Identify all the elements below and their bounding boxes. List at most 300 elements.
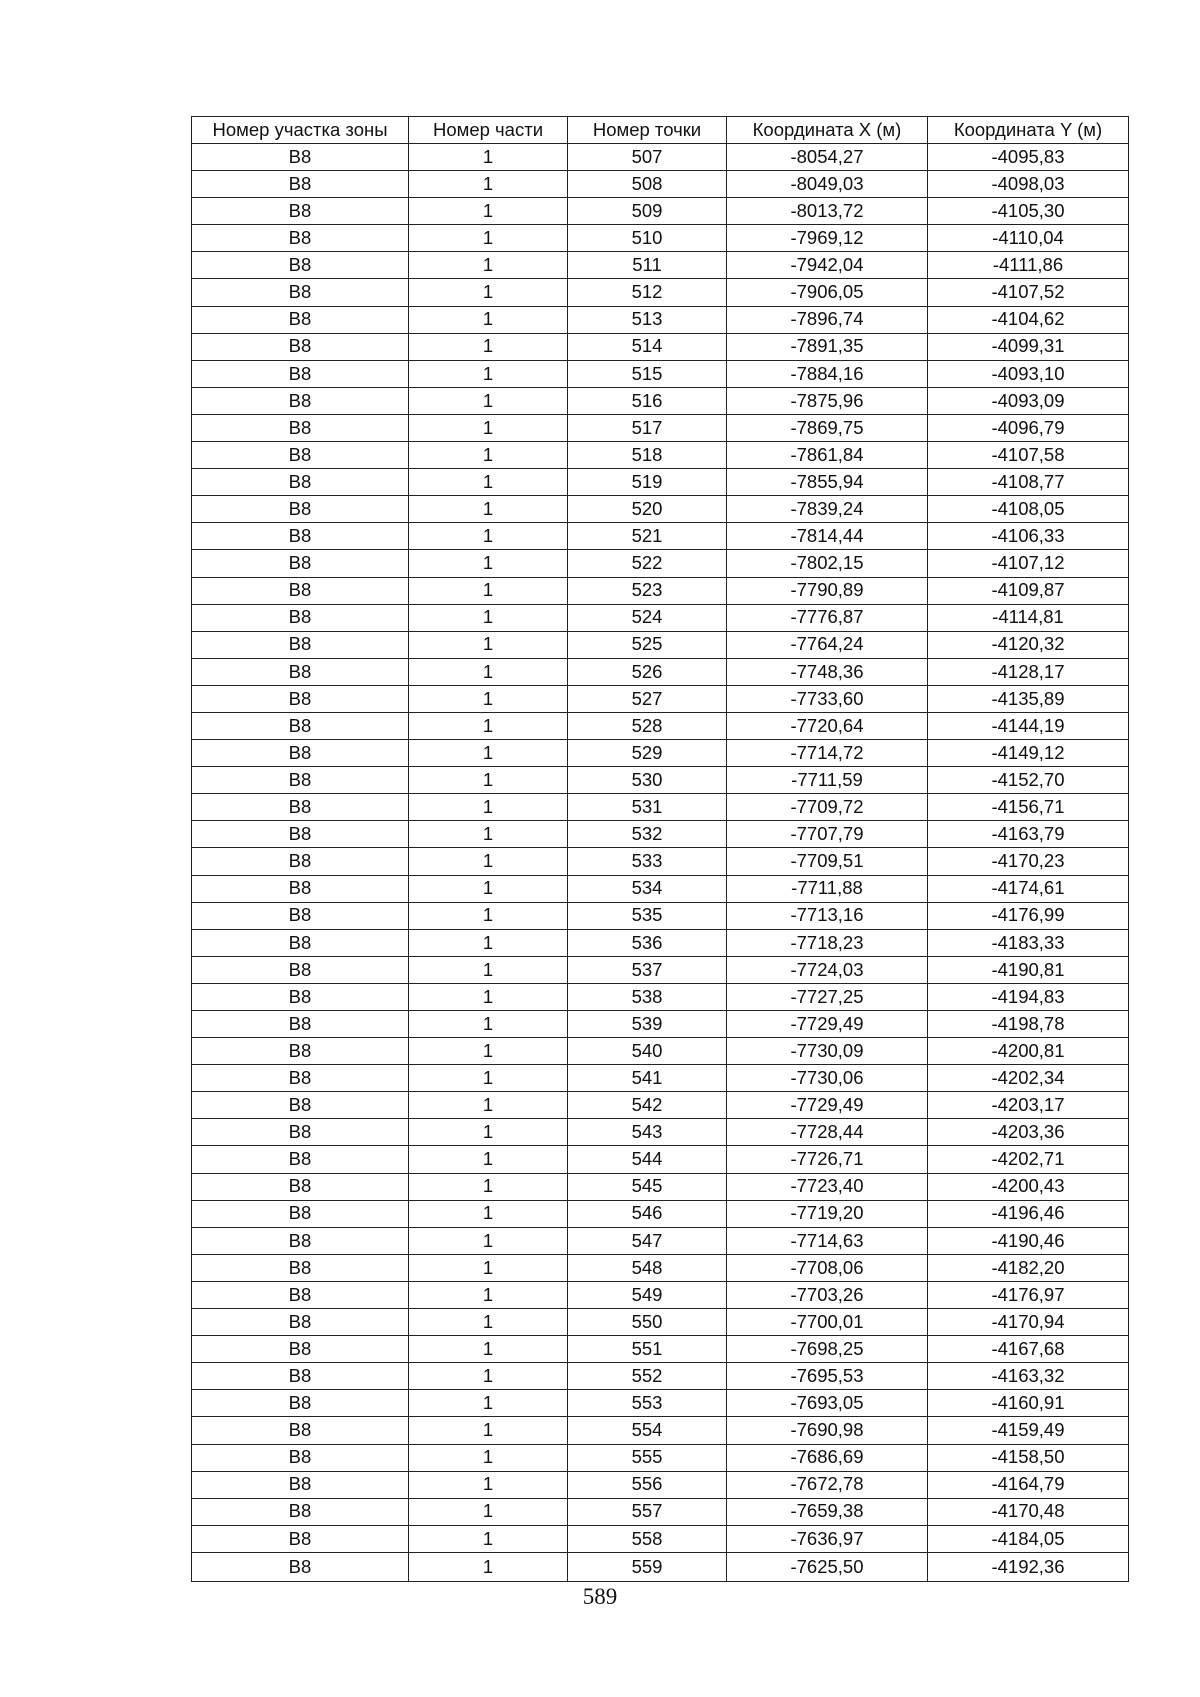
cell-coordinate-y: -4167,68	[928, 1336, 1129, 1363]
cell-part-number: 1	[409, 631, 568, 658]
cell-coordinate-y: -4163,79	[928, 821, 1129, 848]
table-row	[192, 848, 1129, 875]
table-row	[192, 523, 1129, 550]
cell-zone-section: В8	[192, 144, 409, 171]
cell-point-number: 525	[568, 631, 727, 658]
cell-coordinate-x: -7714,72	[727, 740, 928, 767]
cell-coordinate-x: -7729,49	[727, 1092, 928, 1119]
table-row	[192, 387, 1129, 414]
cell-part-number: 1	[409, 1309, 568, 1336]
cell-part-number: 1	[409, 1471, 568, 1498]
cell-coordinate-x: -7659,38	[727, 1498, 928, 1525]
cell-coordinate-y: -4128,17	[928, 658, 1129, 685]
cell-point-number: 553	[568, 1390, 727, 1417]
cell-part-number: 1	[409, 929, 568, 956]
table-header	[192, 117, 1129, 144]
table-row	[192, 1146, 1129, 1173]
cell-coordinate-x: -7636,97	[727, 1525, 928, 1552]
cell-point-number: 549	[568, 1281, 727, 1308]
cell-part-number: 1	[409, 414, 568, 441]
cell-point-number: 555	[568, 1444, 727, 1471]
cell-part-number: 1	[409, 360, 568, 387]
cell-zone-section: В8	[192, 1525, 409, 1552]
cell-point-number: 558	[568, 1525, 727, 1552]
table-row	[192, 171, 1129, 198]
cell-zone-section: В8	[192, 1038, 409, 1065]
cell-point-number: 551	[568, 1336, 727, 1363]
cell-part-number: 1	[409, 550, 568, 577]
header-point-number: Номер точки	[568, 117, 727, 144]
cell-coordinate-x: -7703,26	[727, 1281, 928, 1308]
cell-coordinate-y: -4182,20	[928, 1254, 1129, 1281]
table-row	[192, 1038, 1129, 1065]
table-row	[192, 875, 1129, 902]
cell-coordinate-y: -4144,19	[928, 712, 1129, 739]
cell-zone-section: В8	[192, 1254, 409, 1281]
cell-point-number: 531	[568, 794, 727, 821]
cell-coordinate-y: -4184,05	[928, 1525, 1129, 1552]
table-row	[192, 442, 1129, 469]
cell-part-number: 1	[409, 1038, 568, 1065]
cell-coordinate-x: -7814,44	[727, 523, 928, 550]
cell-point-number: 543	[568, 1119, 727, 1146]
table-row	[192, 929, 1129, 956]
cell-zone-section: В8	[192, 523, 409, 550]
table-body	[192, 144, 1129, 1582]
cell-coordinate-x: -7718,23	[727, 929, 928, 956]
cell-zone-section: В8	[192, 902, 409, 929]
cell-coordinate-x: -7748,36	[727, 658, 928, 685]
cell-part-number: 1	[409, 144, 568, 171]
cell-coordinate-x: -7709,51	[727, 848, 928, 875]
cell-zone-section: В8	[192, 550, 409, 577]
cell-coordinate-y: -4170,48	[928, 1498, 1129, 1525]
cell-coordinate-x: -7672,78	[727, 1471, 928, 1498]
cell-coordinate-x: -7625,50	[727, 1552, 928, 1581]
cell-coordinate-x: -7730,09	[727, 1038, 928, 1065]
cell-part-number: 1	[409, 956, 568, 983]
cell-zone-section: В8	[192, 469, 409, 496]
cell-zone-section: В8	[192, 577, 409, 604]
cell-coordinate-y: -4202,34	[928, 1065, 1129, 1092]
table-row	[192, 631, 1129, 658]
cell-coordinate-y: -4096,79	[928, 414, 1129, 441]
table-row	[192, 821, 1129, 848]
table-row	[192, 1525, 1129, 1552]
cell-coordinate-y: -4194,83	[928, 983, 1129, 1010]
cell-zone-section: В8	[192, 1065, 409, 1092]
cell-coordinate-x: -7707,79	[727, 821, 928, 848]
table-row	[192, 712, 1129, 739]
cell-part-number: 1	[409, 875, 568, 902]
cell-zone-section: В8	[192, 387, 409, 414]
cell-coordinate-y: -4156,71	[928, 794, 1129, 821]
cell-coordinate-y: -4107,58	[928, 442, 1129, 469]
table-row	[192, 1200, 1129, 1227]
cell-point-number: 527	[568, 685, 727, 712]
cell-coordinate-y: -4109,87	[928, 577, 1129, 604]
cell-point-number: 546	[568, 1200, 727, 1227]
cell-coordinate-y: -4200,43	[928, 1173, 1129, 1200]
cell-part-number: 1	[409, 1119, 568, 1146]
cell-point-number: 518	[568, 442, 727, 469]
cell-coordinate-x: -7700,01	[727, 1309, 928, 1336]
table-row	[192, 144, 1129, 171]
table-row	[192, 360, 1129, 387]
cell-zone-section: В8	[192, 604, 409, 631]
table-row	[192, 198, 1129, 225]
cell-zone-section: В8	[192, 171, 409, 198]
cell-point-number: 508	[568, 171, 727, 198]
cell-point-number: 536	[568, 929, 727, 956]
cell-point-number: 526	[568, 658, 727, 685]
cell-zone-section: В8	[192, 414, 409, 441]
cell-part-number: 1	[409, 1417, 568, 1444]
cell-part-number: 1	[409, 1173, 568, 1200]
cell-coordinate-x: -8013,72	[727, 198, 928, 225]
cell-point-number: 540	[568, 1038, 727, 1065]
cell-coordinate-y: -4198,78	[928, 1011, 1129, 1038]
cell-coordinate-y: -4098,03	[928, 171, 1129, 198]
cell-coordinate-x: -7861,84	[727, 442, 928, 469]
cell-part-number: 1	[409, 794, 568, 821]
cell-coordinate-y: -4099,31	[928, 333, 1129, 360]
cell-zone-section: В8	[192, 496, 409, 523]
cell-zone-section: В8	[192, 875, 409, 902]
cell-point-number: 554	[568, 1417, 727, 1444]
cell-zone-section: В8	[192, 1444, 409, 1471]
cell-coordinate-x: -7729,49	[727, 1011, 928, 1038]
cell-coordinate-x: -7726,71	[727, 1146, 928, 1173]
cell-coordinate-y: -4108,05	[928, 496, 1129, 523]
cell-point-number: 539	[568, 1011, 727, 1038]
cell-part-number: 1	[409, 1092, 568, 1119]
cell-zone-section: В8	[192, 740, 409, 767]
cell-coordinate-x: -7713,16	[727, 902, 928, 929]
cell-coordinate-y: -4149,12	[928, 740, 1129, 767]
cell-coordinate-x: -7727,25	[727, 983, 928, 1010]
cell-zone-section: В8	[192, 225, 409, 252]
cell-coordinate-y: -4202,71	[928, 1146, 1129, 1173]
cell-coordinate-y: -4183,33	[928, 929, 1129, 956]
cell-point-number: 535	[568, 902, 727, 929]
cell-zone-section: В8	[192, 1390, 409, 1417]
cell-coordinate-x: -7896,74	[727, 306, 928, 333]
cell-coordinate-x: -7790,89	[727, 577, 928, 604]
cell-coordinate-y: -4093,10	[928, 360, 1129, 387]
cell-part-number: 1	[409, 902, 568, 929]
cell-part-number: 1	[409, 523, 568, 550]
cell-zone-section: В8	[192, 1281, 409, 1308]
cell-part-number: 1	[409, 712, 568, 739]
table-row	[192, 794, 1129, 821]
cell-part-number: 1	[409, 1336, 568, 1363]
cell-coordinate-x: -7708,06	[727, 1254, 928, 1281]
cell-zone-section: В8	[192, 1363, 409, 1390]
cell-coordinate-y: -4111,86	[928, 252, 1129, 279]
cell-zone-section: В8	[192, 279, 409, 306]
table-row	[192, 279, 1129, 306]
cell-zone-section: В8	[192, 306, 409, 333]
table-row	[192, 685, 1129, 712]
cell-coordinate-y: -4203,36	[928, 1119, 1129, 1146]
cell-coordinate-x: -7906,05	[727, 279, 928, 306]
table-row	[192, 1173, 1129, 1200]
cell-part-number: 1	[409, 1444, 568, 1471]
cell-coordinate-x: -8049,03	[727, 171, 928, 198]
cell-part-number: 1	[409, 685, 568, 712]
cell-coordinate-y: -4174,61	[928, 875, 1129, 902]
cell-point-number: 521	[568, 523, 727, 550]
cell-zone-section: В8	[192, 821, 409, 848]
cell-coordinate-y: -4120,32	[928, 631, 1129, 658]
table-row	[192, 1498, 1129, 1525]
cell-coordinate-y: -4110,04	[928, 225, 1129, 252]
cell-coordinate-y: -4176,97	[928, 1281, 1129, 1308]
cell-coordinate-y: -4095,83	[928, 144, 1129, 171]
cell-point-number: 542	[568, 1092, 727, 1119]
cell-coordinate-y: -4107,52	[928, 279, 1129, 306]
cell-point-number: 550	[568, 1309, 727, 1336]
cell-point-number: 524	[568, 604, 727, 631]
table-row	[192, 956, 1129, 983]
cell-coordinate-x: -7686,69	[727, 1444, 928, 1471]
cell-coordinate-y: -4160,91	[928, 1390, 1129, 1417]
cell-part-number: 1	[409, 279, 568, 306]
cell-point-number: 530	[568, 767, 727, 794]
cell-zone-section: В8	[192, 198, 409, 225]
cell-point-number: 552	[568, 1363, 727, 1390]
cell-part-number: 1	[409, 740, 568, 767]
cell-coordinate-y: -4192,36	[928, 1552, 1129, 1581]
cell-point-number: 532	[568, 821, 727, 848]
cell-coordinate-x: -7711,59	[727, 767, 928, 794]
cell-zone-section: В8	[192, 658, 409, 685]
cell-part-number: 1	[409, 767, 568, 794]
cell-point-number: 547	[568, 1227, 727, 1254]
cell-point-number: 514	[568, 333, 727, 360]
cell-coordinate-x: -7724,03	[727, 956, 928, 983]
table-row	[192, 1363, 1129, 1390]
table-row	[192, 1065, 1129, 1092]
table-row	[192, 1119, 1129, 1146]
cell-part-number: 1	[409, 1525, 568, 1552]
cell-point-number: 519	[568, 469, 727, 496]
table-row	[192, 225, 1129, 252]
cell-coordinate-x: -7776,87	[727, 604, 928, 631]
cell-point-number: 516	[568, 387, 727, 414]
cell-coordinate-x: -7693,05	[727, 1390, 928, 1417]
cell-point-number: 557	[568, 1498, 727, 1525]
table-row	[192, 902, 1129, 929]
table-row	[192, 1390, 1129, 1417]
cell-zone-section: В8	[192, 1173, 409, 1200]
cell-point-number: 509	[568, 198, 727, 225]
table-row	[192, 306, 1129, 333]
cell-coordinate-y: -4108,77	[928, 469, 1129, 496]
table-row	[192, 1336, 1129, 1363]
cell-zone-section: В8	[192, 1011, 409, 1038]
table-row	[192, 1471, 1129, 1498]
cell-coordinate-y: -4107,12	[928, 550, 1129, 577]
cell-coordinate-x: -7690,98	[727, 1417, 928, 1444]
table-row	[192, 604, 1129, 631]
header-row	[192, 117, 1129, 144]
cell-part-number: 1	[409, 252, 568, 279]
cell-point-number: 523	[568, 577, 727, 604]
cell-zone-section: В8	[192, 1200, 409, 1227]
cell-point-number: 529	[568, 740, 727, 767]
cell-zone-section: В8	[192, 1417, 409, 1444]
table-row	[192, 577, 1129, 604]
cell-zone-section: В8	[192, 794, 409, 821]
table-row	[192, 496, 1129, 523]
cell-zone-section: В8	[192, 1092, 409, 1119]
cell-zone-section: В8	[192, 685, 409, 712]
page-number: 589	[582, 1584, 618, 1609]
cell-part-number: 1	[409, 333, 568, 360]
cell-coordinate-x: -7698,25	[727, 1336, 928, 1363]
cell-part-number: 1	[409, 1390, 568, 1417]
cell-part-number: 1	[409, 387, 568, 414]
cell-part-number: 1	[409, 848, 568, 875]
cell-part-number: 1	[409, 1281, 568, 1308]
table-row	[192, 469, 1129, 496]
cell-zone-section: В8	[192, 1146, 409, 1173]
cell-coordinate-y: -4105,30	[928, 198, 1129, 225]
cell-coordinate-x: -7723,40	[727, 1173, 928, 1200]
cell-coordinate-y: -4093,09	[928, 387, 1129, 414]
cell-point-number: 545	[568, 1173, 727, 1200]
cell-zone-section: В8	[192, 1336, 409, 1363]
table-row	[192, 1254, 1129, 1281]
table-row	[192, 1011, 1129, 1038]
cell-point-number: 538	[568, 983, 727, 1010]
cell-part-number: 1	[409, 1227, 568, 1254]
cell-coordinate-y: -4159,49	[928, 1417, 1129, 1444]
cell-part-number: 1	[409, 225, 568, 252]
cell-coordinate-x: -7730,06	[727, 1065, 928, 1092]
cell-coordinate-y: -4170,94	[928, 1309, 1129, 1336]
cell-point-number: 511	[568, 252, 727, 279]
cell-point-number: 541	[568, 1065, 727, 1092]
cell-coordinate-x: -7719,20	[727, 1200, 928, 1227]
cell-point-number: 548	[568, 1254, 727, 1281]
cell-zone-section: В8	[192, 1119, 409, 1146]
table-row	[192, 333, 1129, 360]
cell-coordinate-x: -7764,24	[727, 631, 928, 658]
cell-point-number: 520	[568, 496, 727, 523]
cell-zone-section: В8	[192, 712, 409, 739]
cell-coordinate-x: -7884,16	[727, 360, 928, 387]
table-row	[192, 1417, 1129, 1444]
cell-coordinate-x: -7875,96	[727, 387, 928, 414]
header-coordinate-x: Координата X (м)	[727, 117, 928, 144]
cell-coordinate-y: -4203,17	[928, 1092, 1129, 1119]
cell-zone-section: В8	[192, 252, 409, 279]
cell-part-number: 1	[409, 604, 568, 631]
cell-coordinate-y: -4200,81	[928, 1038, 1129, 1065]
cell-point-number: 522	[568, 550, 727, 577]
cell-point-number: 510	[568, 225, 727, 252]
cell-point-number: 512	[568, 279, 727, 306]
cell-zone-section: В8	[192, 848, 409, 875]
cell-coordinate-y: -4163,32	[928, 1363, 1129, 1390]
cell-coordinate-x: -7942,04	[727, 252, 928, 279]
header-zone-section: Номер участка зоны	[192, 117, 409, 144]
cell-zone-section: В8	[192, 1552, 409, 1581]
table-row	[192, 658, 1129, 685]
cell-coordinate-y: -4164,79	[928, 1471, 1129, 1498]
cell-point-number: 528	[568, 712, 727, 739]
cell-point-number: 534	[568, 875, 727, 902]
cell-zone-section: В8	[192, 1471, 409, 1498]
cell-part-number: 1	[409, 198, 568, 225]
cell-part-number: 1	[409, 1200, 568, 1227]
cell-point-number: 533	[568, 848, 727, 875]
cell-coordinate-x: -7969,12	[727, 225, 928, 252]
cell-coordinate-x: -7714,63	[727, 1227, 928, 1254]
cell-part-number: 1	[409, 1146, 568, 1173]
cell-zone-section: В8	[192, 929, 409, 956]
cell-zone-section: В8	[192, 631, 409, 658]
cell-coordinate-y: -4196,46	[928, 1200, 1129, 1227]
cell-part-number: 1	[409, 1254, 568, 1281]
cell-zone-section: В8	[192, 1309, 409, 1336]
cell-coordinate-x: -7711,88	[727, 875, 928, 902]
cell-point-number: 556	[568, 1471, 727, 1498]
cell-part-number: 1	[409, 171, 568, 198]
cell-coordinate-x: -7869,75	[727, 414, 928, 441]
cell-point-number: 544	[568, 1146, 727, 1173]
cell-zone-section: В8	[192, 956, 409, 983]
cell-coordinate-x: -8054,27	[727, 144, 928, 171]
cell-coordinate-x: -7720,64	[727, 712, 928, 739]
cell-point-number: 515	[568, 360, 727, 387]
cell-coordinate-x: -7802,15	[727, 550, 928, 577]
cell-point-number: 507	[568, 144, 727, 171]
cell-coordinate-y: -4176,99	[928, 902, 1129, 929]
table-row	[192, 767, 1129, 794]
table-row	[192, 1444, 1129, 1471]
cell-part-number: 1	[409, 469, 568, 496]
cell-coordinate-y: -4158,50	[928, 1444, 1129, 1471]
cell-part-number: 1	[409, 496, 568, 523]
cell-point-number: 559	[568, 1552, 727, 1581]
cell-coordinate-x: -7709,72	[727, 794, 928, 821]
cell-coordinate-y: -4152,70	[928, 767, 1129, 794]
header-coordinate-y: Координата Y (м)	[928, 117, 1129, 144]
cell-coordinate-y: -4190,46	[928, 1227, 1129, 1254]
cell-part-number: 1	[409, 1498, 568, 1525]
cell-zone-section: В8	[192, 1498, 409, 1525]
cell-zone-section: В8	[192, 333, 409, 360]
cell-point-number: 513	[568, 306, 727, 333]
cell-point-number: 537	[568, 956, 727, 983]
cell-zone-section: В8	[192, 767, 409, 794]
cell-part-number: 1	[409, 577, 568, 604]
table-row	[192, 1309, 1129, 1336]
table-row	[192, 1281, 1129, 1308]
header-part-number: Номер части	[409, 117, 568, 144]
cell-part-number: 1	[409, 1011, 568, 1038]
cell-part-number: 1	[409, 658, 568, 685]
cell-part-number: 1	[409, 821, 568, 848]
cell-coordinate-x: -7839,24	[727, 496, 928, 523]
cell-part-number: 1	[409, 442, 568, 469]
cell-zone-section: В8	[192, 1227, 409, 1254]
cell-part-number: 1	[409, 306, 568, 333]
